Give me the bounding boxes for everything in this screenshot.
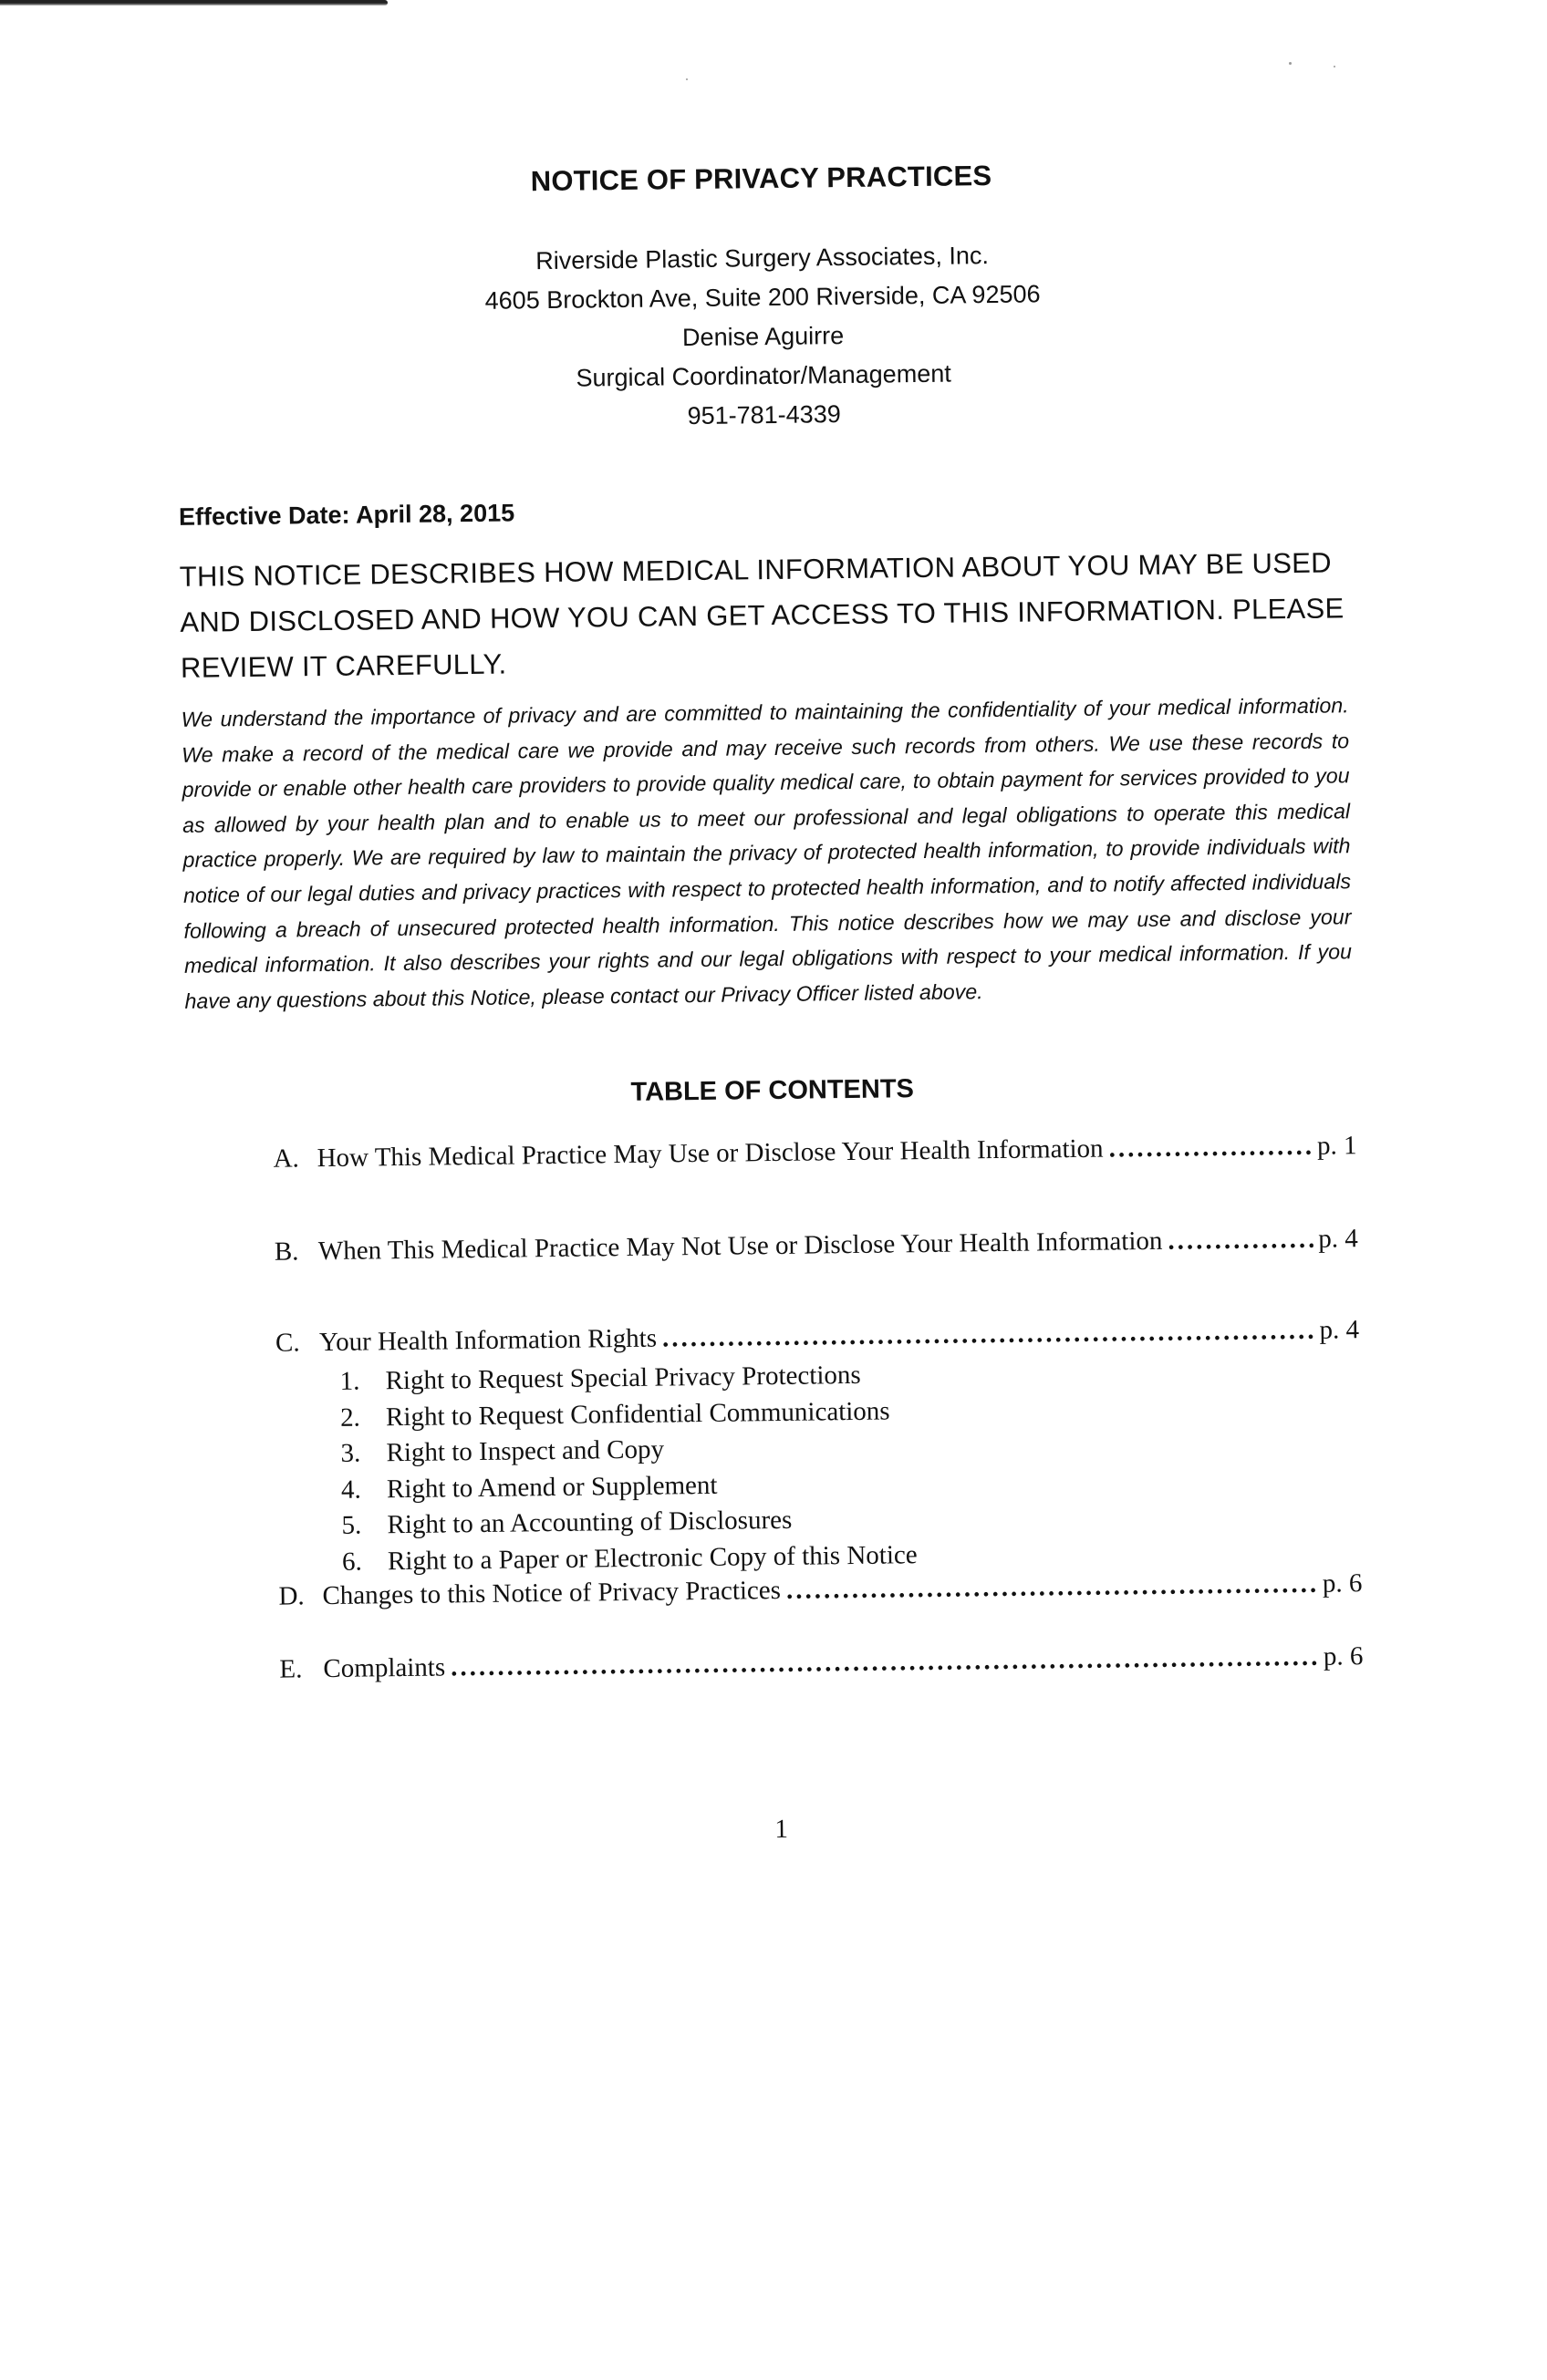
toc-entry-page: p. 6 [1322,1568,1363,1599]
toc-entry-letter: A. [273,1143,299,1174]
toc-dot-leader [786,1569,1317,1606]
rights-item-text: Right to Request Special Privacy Protections [385,1360,861,1396]
toc-dot-leader [1168,1225,1313,1257]
toc-entry-page: p. 4 [1318,1224,1358,1254]
toc-dot-leader [1108,1132,1312,1164]
page-number: 1 [774,1814,789,1845]
rights-list-item [342,1537,918,1580]
rights-item-text: Right to Inspect and Copy [386,1434,665,1468]
toc-dot-leader [662,1316,1314,1354]
contact-phone: 951-781-4339 [687,400,841,430]
toc-dot-leader [451,1642,1318,1683]
effective-date: Effective Date: April 28, 2015 [178,499,515,531]
toc-entry-text: How This Medical Practice May Use or Disclose Your Health Information [317,1133,1104,1174]
toc-entry-page: p. 4 [1319,1315,1360,1345]
toc-entry-page: p. 6 [1323,1641,1364,1671]
rights-item-number: 5. [341,1510,362,1540]
rights-item-number: 2. [339,1402,361,1433]
contact-title: Surgical Coordinator/Management [576,359,951,392]
rights-item-text: Right to an Accounting of Disclosures [387,1505,793,1540]
toc-entry [279,1641,1363,1685]
toc-title: TABLE OF CONTENTS [630,1074,915,1107]
toc-entry [275,1315,1359,1359]
toc-entry [273,1131,1356,1174]
toc-entry-page: p. 1 [1316,1131,1357,1161]
rights-item-text: Right to a Paper or Electronic Copy of this Notice [387,1539,918,1576]
toc-entry-text: Changes to this Notice of Privacy Practices [322,1575,782,1611]
intro-paragraph: We understand the importance of privacy and are committed to maintaining the confidentiality of your medical information. We make a record of the medical care we provide and may receive such records from others. We use these records to provide or enable other health care providers to provide quality medical care, to obtain payment for services provided to you as allowed by your health plan and to enable us to meet our professional and legal obligations to operate this medical practice properly. We are required by law to maintain the privacy of protected health information, to provide individuals with notice of our legal duties and privacy practices with respect to protected health information, and to notify affected individuals following a breach of unsecured protected health information. This notice describes how we may use and disclose your medical information. It also describes your rights and our legal obligations with respect to your medical information. If you have any questions about this Notice, please contact our Privacy Officer listed above. [181,693,1353,1013]
rights-item-text: Right to Request Confidential Communications [385,1395,890,1432]
notice-statement: THIS NOTICE DESCRIBES HOW MEDICAL INFORMATION ABOUT YOU MAY BE USED AND DISCLOSED AND HOW YOU CAN GET ACCESS TO THIS INFORMATION. PLEASE REVIEW IT CAREFULLY. [179,546,1345,684]
rights-item-number: 4. [340,1475,361,1505]
toc-entry-letter: D. [278,1581,305,1611]
toc-entry-text: When This Medical Practice May Not Use or Disclose Your Health Information [317,1226,1163,1267]
contact-name: Denise Aguirre [681,322,845,352]
rights-item-number: 6. [341,1547,362,1577]
toc-entry-letter: B. [274,1237,299,1267]
toc-entry-letter: C. [275,1328,300,1358]
practice-name: Riverside Plastic Surgery Associates, Inc. [535,242,990,275]
practice-header [0,230,1538,445]
rights-list-item [340,1393,916,1436]
toc-entry-letter: E. [279,1654,303,1684]
rights-list [339,1357,918,1580]
toc-entry-text: Your Health Information Rights [318,1323,658,1358]
toc-entry [275,1224,1358,1268]
rights-item-number: 3. [340,1438,361,1468]
rights-item-text: Right to Amend or Supplement [386,1470,718,1504]
practice-address: 4605 Brockton Ave, Suite 200 Riverside, CA 92506 [484,280,1041,315]
toc-entry-text: Complaints [323,1652,446,1684]
rights-item-number: 1. [339,1366,360,1396]
document-title: NOTICE OF PRIVACY PRACTICES [530,160,992,198]
